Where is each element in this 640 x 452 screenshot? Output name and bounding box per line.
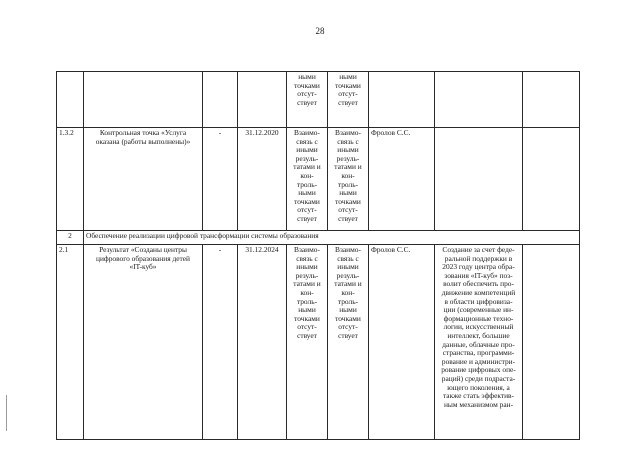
responsible-person: Фролов С.С. xyxy=(371,245,411,254)
text-line: ными xyxy=(298,188,316,198)
cell-name xyxy=(84,128,203,231)
text-line: ствует xyxy=(338,97,358,107)
text-line: данные, облачные про- xyxy=(442,339,515,349)
text-line: точками xyxy=(335,80,361,90)
cell-deadline xyxy=(238,128,287,231)
roadmap-table xyxy=(56,71,580,440)
scan-edge-mark xyxy=(6,395,7,431)
cell-result xyxy=(435,128,523,231)
text-line: движение компетенций xyxy=(441,287,516,297)
cell-deadline xyxy=(238,72,287,128)
cell-responsible xyxy=(369,128,435,231)
text-line: волит обеспечить про- xyxy=(443,279,514,289)
text-line: кон- xyxy=(341,287,355,297)
text-line: логии, искусственный xyxy=(443,322,514,332)
text-line: иными xyxy=(337,262,359,272)
text-line: связь с xyxy=(337,253,359,263)
text-line: ральной поддержки в xyxy=(444,253,513,263)
text-line: 2023 году центра обра- xyxy=(442,262,515,272)
cell-relation-a xyxy=(287,128,328,231)
text-line: странства, программи- xyxy=(442,348,515,358)
cell-start xyxy=(203,72,238,128)
text-line: резуль- xyxy=(295,153,319,163)
text-line: ствует xyxy=(297,330,317,340)
text-line: кон- xyxy=(300,287,314,297)
cell-result xyxy=(435,245,523,440)
text-line: зования «IT-куб» поз- xyxy=(444,270,513,280)
text-line: Взаимо- xyxy=(294,128,320,137)
text-line: кон- xyxy=(341,170,355,180)
text-line: цифрового образования детей xyxy=(96,253,190,263)
text-line: оказана (работы выполнены)» xyxy=(95,136,191,146)
text-line: троль- xyxy=(337,296,359,306)
text-line: ции (современные ин- xyxy=(443,305,514,315)
text-line: Взаимо- xyxy=(335,245,361,254)
text-line: связь с xyxy=(296,136,318,146)
text-line: ными xyxy=(339,188,357,198)
cell-relation-b xyxy=(328,245,369,440)
text-line: точками xyxy=(294,80,320,90)
text-line: татами и xyxy=(293,279,321,289)
responsible-person: Фролов С.С. xyxy=(371,128,411,137)
text-line: Контрольная точка «Услуга xyxy=(99,128,187,137)
text-line: в области цифровиза- xyxy=(444,296,513,306)
text-line: троль- xyxy=(296,296,318,306)
dash-mark: - xyxy=(218,128,222,137)
cell-relation-a xyxy=(287,72,328,128)
text-line: отсут- xyxy=(297,205,317,215)
text-line: точками xyxy=(335,196,361,206)
text-line: связь с xyxy=(337,136,359,146)
cell-responsible xyxy=(369,245,435,440)
table-row xyxy=(57,245,580,440)
cell-deadline xyxy=(238,245,287,440)
cell-number xyxy=(57,72,84,128)
text-line: точками xyxy=(294,313,320,323)
text-line: отсут- xyxy=(297,322,317,332)
text-line: ными xyxy=(298,72,316,81)
row-number: 2.1 xyxy=(59,245,69,254)
page-number: 28 xyxy=(315,26,325,36)
text-line: связь с xyxy=(296,253,318,263)
text-line: «IT-куб» xyxy=(129,262,157,272)
cell-number xyxy=(57,128,84,231)
cell-relation-b xyxy=(328,128,369,231)
cell-start xyxy=(203,128,238,231)
text-line: ным механизмом ран- xyxy=(443,399,514,409)
text-line: ными xyxy=(298,305,316,315)
text-line: отсут- xyxy=(338,89,358,99)
text-line: интеллект, большие xyxy=(447,330,510,340)
deadline-date: 31.12.2020 xyxy=(245,128,279,137)
text-line: иными xyxy=(337,145,359,155)
text-line: Взаимо- xyxy=(294,245,320,254)
text-line: отсут- xyxy=(338,322,358,332)
text-line: ными xyxy=(339,72,357,81)
text-line: Взаимо- xyxy=(335,128,361,137)
cell-relation-a xyxy=(287,245,328,440)
text-line: ющего поколения, а xyxy=(447,382,510,392)
text-line: отсут- xyxy=(297,89,317,99)
deadline-date: 31.12.2024 xyxy=(245,245,279,254)
text-line: иными xyxy=(296,262,318,272)
row-number: 1.3.2 xyxy=(59,128,74,137)
cell-name xyxy=(84,72,203,128)
text-line: иными xyxy=(296,145,318,155)
text-line: татами и xyxy=(334,162,362,172)
text-line: ствует xyxy=(297,213,317,223)
text-line: ствует xyxy=(338,213,358,223)
text-line: точками xyxy=(294,196,320,206)
text-line: рование цифровых опе- xyxy=(441,365,516,375)
cell-relation-b xyxy=(328,72,369,128)
text-line: раций) среди подраста- xyxy=(441,373,516,383)
text-line: резуль- xyxy=(336,153,360,163)
cell-responsible xyxy=(369,72,435,128)
text-line: троль- xyxy=(296,179,318,189)
cell-result xyxy=(435,72,523,128)
text-line: резуль- xyxy=(336,270,360,280)
cell-section-title xyxy=(84,231,580,245)
cell-empty xyxy=(523,245,580,440)
section-row xyxy=(57,231,580,245)
cell-number xyxy=(57,245,84,440)
text-line: троль- xyxy=(337,179,359,189)
text-line: резуль- xyxy=(295,270,319,280)
text-line: рование и администри- xyxy=(441,356,516,366)
text-line: кон- xyxy=(300,170,314,180)
text-line: татами и xyxy=(293,162,321,172)
cell-empty xyxy=(523,128,580,231)
text-line: Создание за счет феде- xyxy=(442,245,515,254)
cell-name xyxy=(84,245,203,440)
text-line: ствует xyxy=(338,330,358,340)
text-line: ными xyxy=(339,305,357,315)
table-row xyxy=(57,128,580,231)
text-line: также стать эффектив- xyxy=(442,391,515,401)
text-line: татами и xyxy=(334,279,362,289)
text-line: отсут- xyxy=(338,205,358,215)
cell-number xyxy=(57,231,84,245)
row-number: 2 xyxy=(68,231,72,240)
dash-mark: - xyxy=(218,245,222,254)
table-row xyxy=(57,72,580,128)
section-title: Обеспечение реализации цифровой трансформации системы образования xyxy=(86,231,319,240)
cell-empty xyxy=(523,72,580,128)
text-line: точками xyxy=(335,313,361,323)
text-line: формационные техно- xyxy=(443,313,514,323)
text-line: ствует xyxy=(297,97,317,107)
text-line: Результат «Созданы центры xyxy=(99,245,187,254)
cell-start xyxy=(203,245,238,440)
